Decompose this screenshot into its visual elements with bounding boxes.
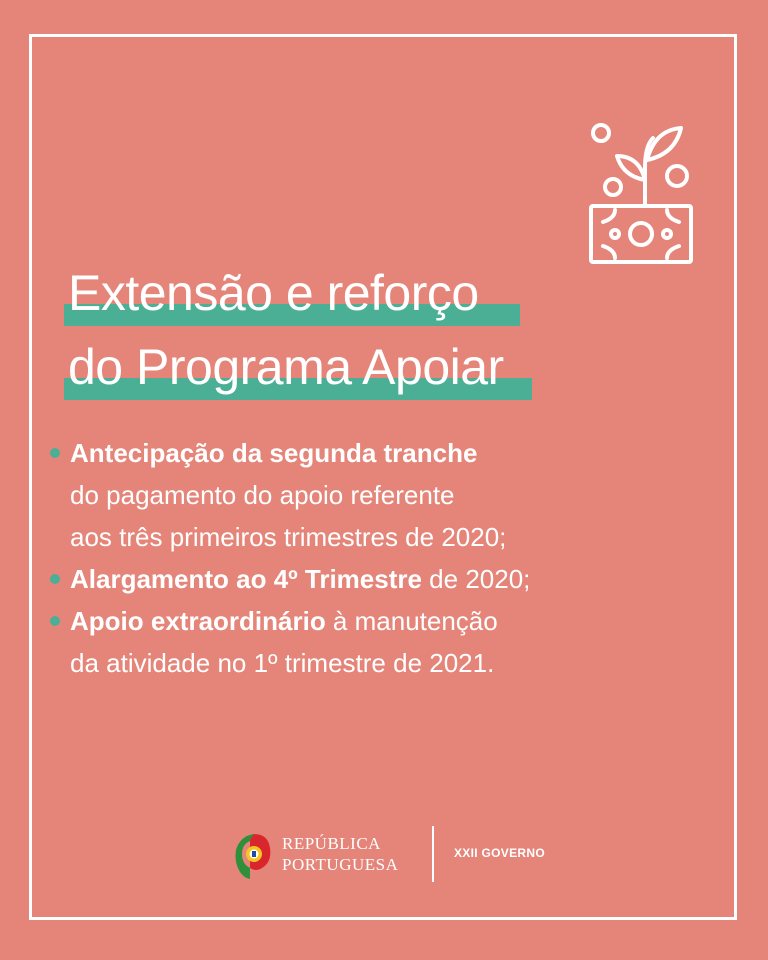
footer: [232, 826, 562, 884]
bullet-list: [50, 432, 530, 684]
title-text-1: Extensão e reforço: [68, 265, 479, 321]
bullet-bold: Antecipação da segunda tranche: [70, 438, 478, 468]
governo-label: XXII GOVERNO: [454, 846, 545, 860]
list-item: [50, 600, 530, 684]
bullet-text: do pagamento do apoio referente: [70, 480, 455, 510]
bullet-text: da atividade no 1º trimestre de 2021.: [70, 648, 495, 678]
republica-portuguesa-text: [282, 833, 398, 875]
bullet-dot: [50, 448, 60, 458]
bullet-bold: Alargamento ao 4º Trimestre: [70, 564, 422, 594]
page-title: [68, 262, 504, 410]
title-text-2: do Programa Apoiar: [68, 339, 504, 395]
bullet-text: de 2020;: [421, 564, 531, 594]
bullet-dot: [50, 574, 60, 584]
title-line-2: [68, 336, 504, 410]
bullet-dot: [50, 616, 60, 626]
republica-label: REPÚBLICA: [282, 834, 381, 853]
plant-money-icon: [585, 118, 695, 268]
portugal-emblem-icon: [232, 832, 272, 880]
title-line-1: [68, 262, 504, 336]
bullet-text: aos três primeiros trimestres de 2020;: [70, 522, 507, 552]
list-item: [50, 432, 530, 558]
bullet-bold: Apoio extraordinário: [70, 606, 326, 636]
list-item: [50, 558, 530, 600]
footer-divider: [432, 826, 434, 882]
portuguesa-label: PORTUGUESA: [282, 855, 399, 874]
bullet-text: à manutenção: [325, 606, 498, 636]
